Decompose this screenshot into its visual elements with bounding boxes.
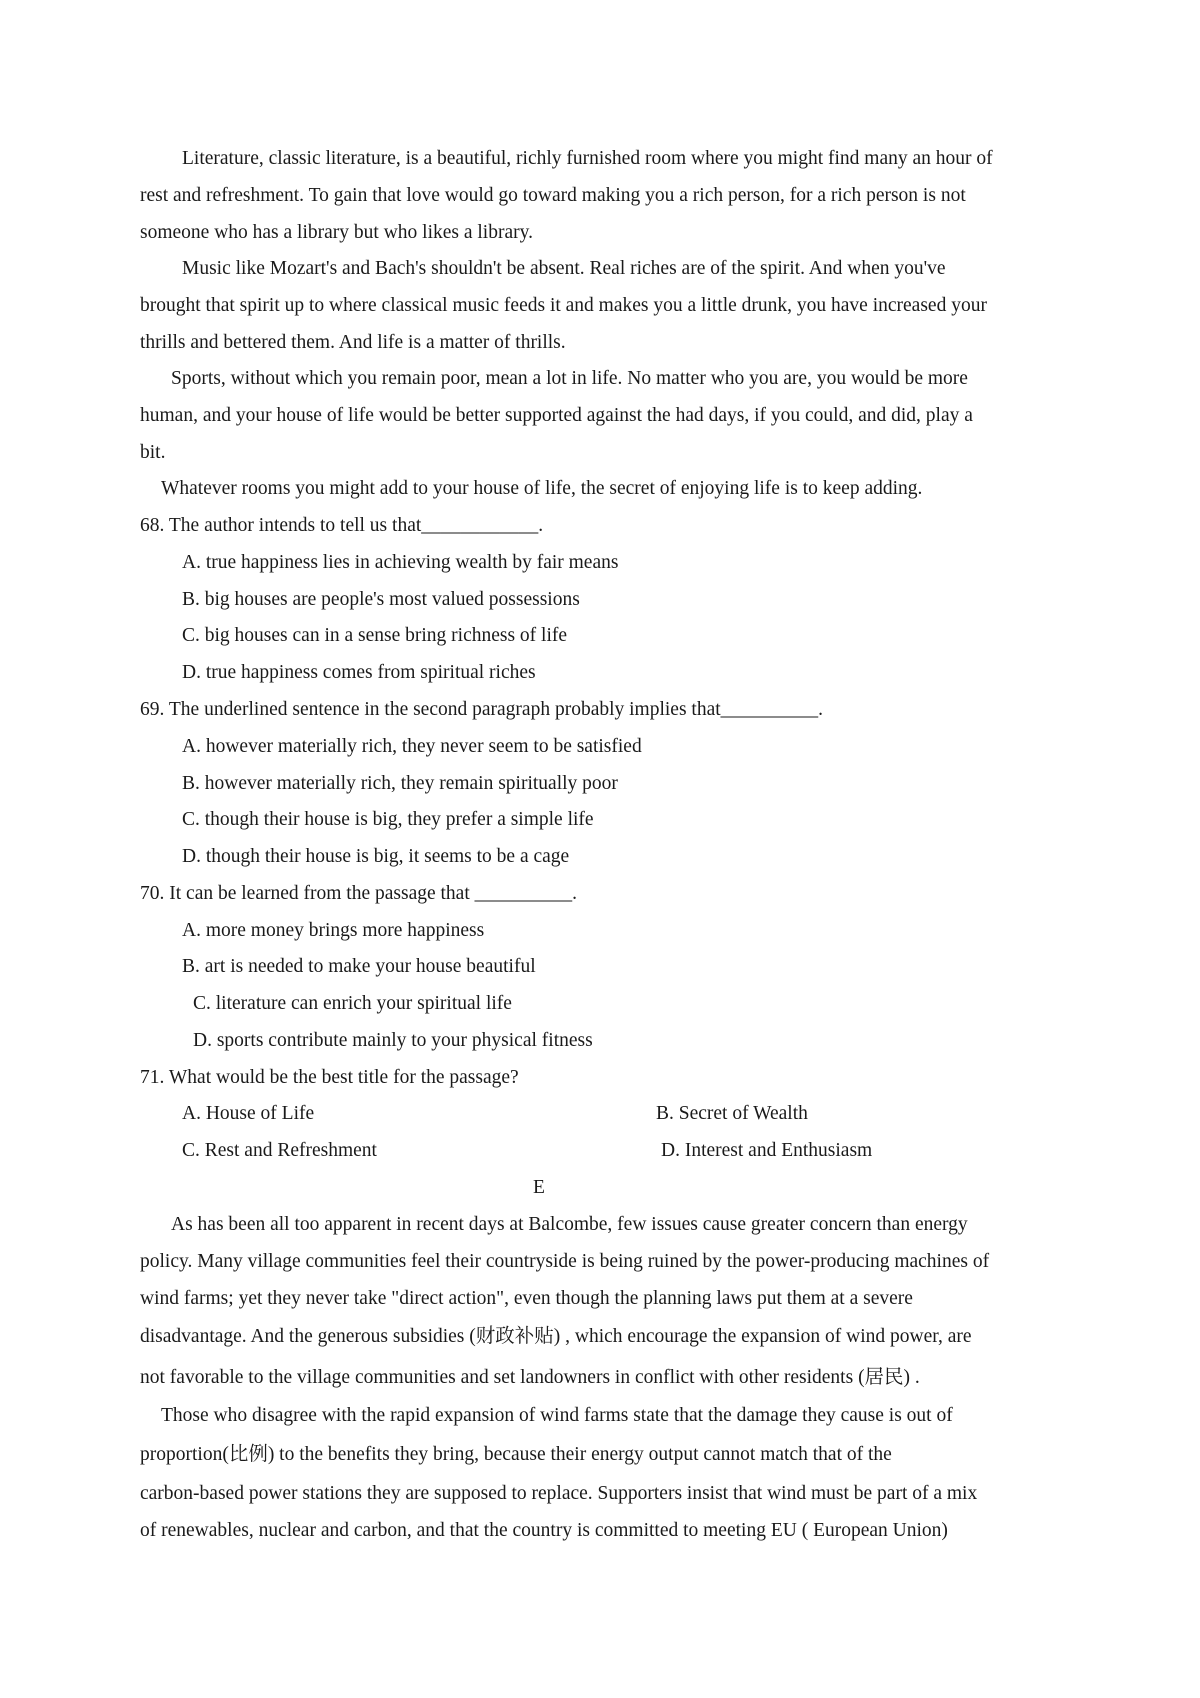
question-71-stem: 71. What would be the best title for the passage? <box>140 1067 519 1088</box>
section-e-p1-line-5: not favorable to the village communities and set landowners in conflict with other residents (居民) . <box>140 1367 920 1388</box>
question-68-option-d: D. true happiness comes from spiritual riches <box>182 662 536 683</box>
question-69-stem: 69. The underlined sentence in the second paragraph probably implies that__________. <box>140 699 824 720</box>
question-68-option-c: C. big houses can in a sense bring richness of life <box>182 625 568 646</box>
question-70-option-a: A. more money brings more happiness <box>182 920 485 941</box>
question-71-option-d: D. Interest and Enthusiasm <box>661 1140 873 1161</box>
question-68-option-b: B. big houses are people's most valued possessions <box>182 589 580 610</box>
question-70-option-d: D. sports contribute mainly to your physical fitness <box>193 1030 593 1051</box>
question-68-option-a: A. true happiness lies in achieving wealth by fair means <box>182 552 619 573</box>
sports-paragraph-line-2: human, and your house of life would be better supported against the had days, if you could, and did, play a <box>140 405 973 426</box>
question-68-stem: 68. The author intends to tell us that____________. <box>140 515 544 536</box>
section-e-heading: E <box>533 1177 545 1198</box>
literature-paragraph-line-3: someone who has a library but who likes a library. <box>140 222 533 243</box>
sports-paragraph-line-1: Sports, without which you remain poor, mean a lot in life. No matter who you are, you would be more <box>171 368 968 389</box>
question-69-option-d: D. though their house is big, it seems to be a cage <box>182 846 570 867</box>
music-paragraph-line-1: Music like Mozart's and Bach's shouldn't be absent. Real riches are of the spirit. And when you've <box>182 258 946 279</box>
section-e-p1-line-2: policy. Many village communities feel their countryside is being ruined by the power-producing machines of <box>140 1251 990 1272</box>
question-70-stem: 70. It can be learned from the passage that __________. <box>140 883 577 904</box>
sports-paragraph-line-3: bit. <box>140 442 166 463</box>
section-e-p1-line-3: wind farms; yet they never take "direct action", even though the planning laws put them at a severe <box>140 1288 913 1309</box>
question-71-option-a: A. House of Life <box>182 1103 315 1124</box>
question-69-option-c: C. though their house is big, they prefer a simple life <box>182 809 594 830</box>
literature-paragraph-line-1: Literature, classic literature, is a beautiful, richly furnished room where you might find many an hour of <box>182 148 993 169</box>
section-e-p2-line-4: of renewables, nuclear and carbon, and that the country is committed to meeting EU ( European Union) <box>140 1520 948 1541</box>
section-e-p2-line-1: Those who disagree with the rapid expansion of wind farms state that the damage they cause is out of <box>161 1405 953 1426</box>
music-paragraph-line-3: thrills and bettered them. And life is a matter of thrills. <box>140 332 566 353</box>
question-69-option-b: B. however materially rich, they remain spiritually poor <box>182 773 618 794</box>
section-e-p2-line-3: carbon-based power stations they are supposed to replace. Supporters insist that wind must be part of a mix <box>140 1483 978 1504</box>
literature-paragraph-line-2: rest and refreshment. To gain that love would go toward making you a rich person, for a rich person is not <box>140 185 966 206</box>
question-70-option-c: C. literature can enrich your spiritual life <box>193 993 512 1014</box>
question-70-option-b: B. art is needed to make your house beautiful <box>182 956 536 977</box>
section-e-p1-line-1: As has been all too apparent in recent days at Balcombe, few issues cause greater concern than energy <box>171 1214 968 1235</box>
conclusion-paragraph: Whatever rooms you might add to your house of life, the secret of enjoying life is to keep adding. <box>161 478 923 499</box>
section-e-p1-line-4: disadvantage. And the generous subsidies (财政补贴) , which encourage the expansion of wind power, are <box>140 1326 972 1347</box>
question-71-option-c: C. Rest and Refreshment <box>182 1140 377 1161</box>
section-e-p2-line-2: proportion(比例) to the benefits they bring, because their energy output cannot match that of the <box>140 1444 892 1465</box>
music-paragraph-line-2: brought that spirit up to where classical music feeds it and makes you a little drunk, you have increased your <box>140 295 987 316</box>
question-71-option-b: B. Secret of Wealth <box>656 1103 808 1124</box>
question-69-option-a: A. however materially rich, they never seem to be satisfied <box>182 736 642 757</box>
